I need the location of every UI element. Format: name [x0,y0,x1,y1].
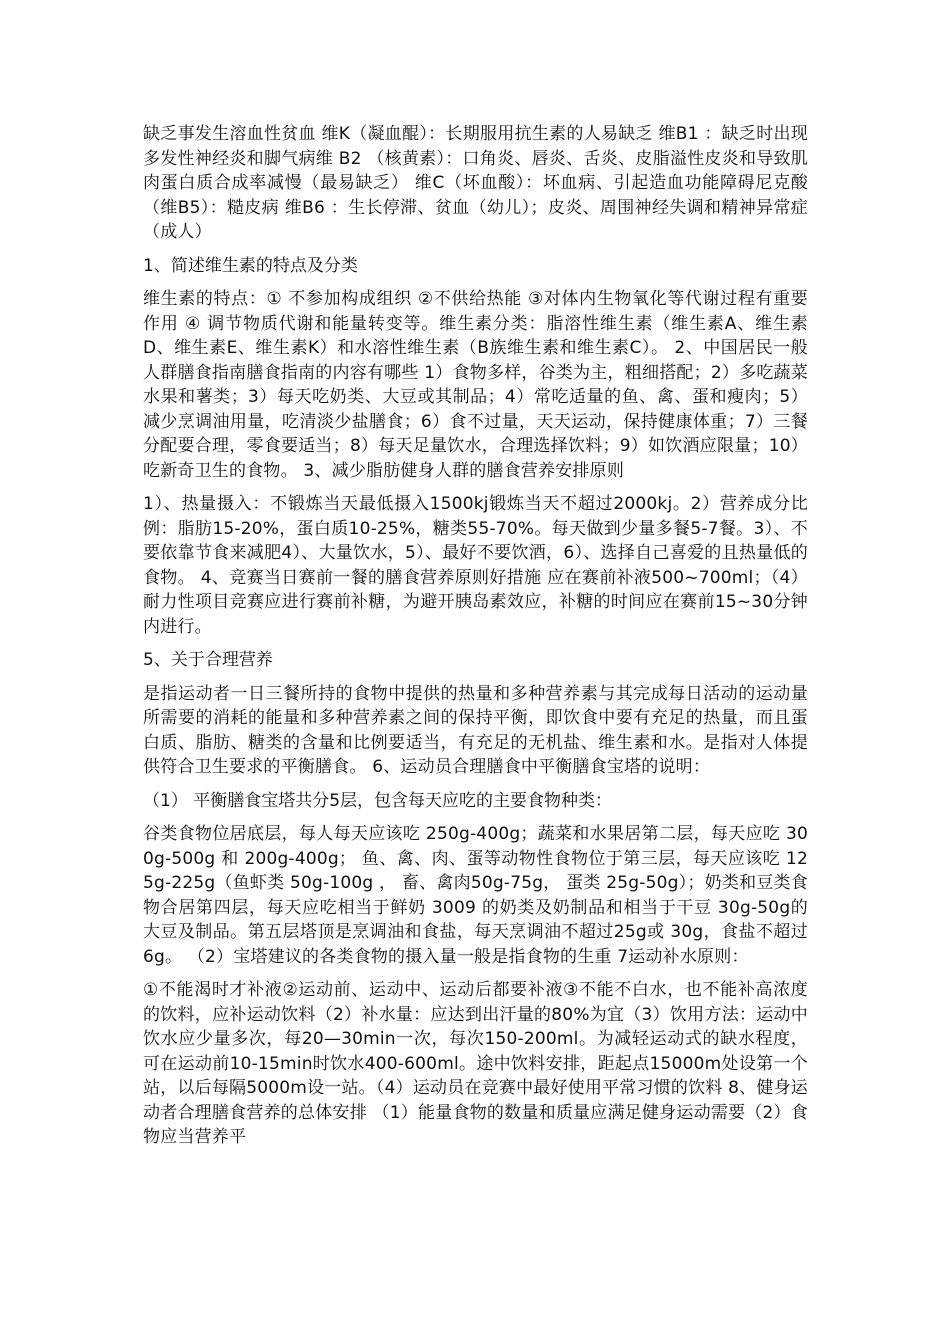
paragraph-vitamin-classification: 维生素的特点：① 不参加构成组织 ②不供给热能 ③对体内生物氧化等代谢过程有重要作用 ④ 调节物质代谢和能量转变等。维生素分类：脂溶性维生素（维生素A、维生素D、维生素E、维生素K）和水溶性维生素（B族维生素和维生素C）。 2、中国居民一般人群膳食指南膳食指南的内容有哪些 1）食物多样，谷类为主，粗细搭配；2）多吃蔬菜水果和薯类；3）每天吃奶类、大豆或其制品；4）常吃适量的鱼、禽、蛋和瘦肉；5）减少烹调油用量，吃清淡少盐膳食；6）食不过量，天天运动，保持健康体重；7）三餐分配要合理，零食要适当；8）每天足量饮水，合理选择饮料；9）如饮酒应限量；10）吃新奇卫生的食物。 3、减少脂肪健身人群的膳食营养安排原则 [143,289,808,481]
paragraph-fat-loss-principles: 1）、热量摄入：不锻炼当天最低摄入1500kj锻炼当天不超过2000kj。2）营养成分比例：脂肪15-20%，蛋白质10-25%，糖类55-70%。每天做到少量多餐5-7餐。3）、不要依靠节食来减肥4）、大量饮水，5）、最好不要饮酒，6）、选择自己喜爱的且热量低的食物。 4、竞赛当日赛前一餐的膳食营养原则好措施 应在赛前补液500~700ml；（4）耐力性项目竞赛应进行赛前补糖，为避开胰岛素效应，补糖的时间应在赛前15~30分钟内进行。 [143,494,808,637]
paragraph-vitamin-deficiency: 缺乏事发生溶血性贫血 维K（凝血醌）：长期服用抗生素的人易缺乏 维B1 ：缺乏时出现多发性神经炎和脚气病维 B2 （核黄素）：口角炎、唇炎、舌炎、皮脂溢性皮炎和导致肌肉蛋白质合成率减慢（最易缺乏） 维C（坏血酸）：坏血病、引起造血功能障碍尼克酸（维B5）：糙皮病 维B6 ：生长停滞、贫血（幼儿）；皮炎、周围神经失调和精神异常症（成人） [143,124,808,242]
heading-reasonable-nutrition: 5、关于合理营养 [143,650,273,670]
paragraph-food-pagoda-layers: 谷类食物位居底层，每人每天应该吃 250g-400g；蔬菜和水果居第二层，每天应吃 300g-500g 和 200g-400g； 鱼、禽、肉、蛋等动物性食物位于第三层，每天应该吃 125g-225g（鱼虾类 50g-100g ， 畜、禽肉50g-75g， 蛋类 25g-50g）；奶类和豆类食物合居第四层，每天应吃相当于鲜奶 3009 的奶类及奶制品和相当于干豆 30g-50g的大豆及制品。第五层塔顶是烹调油和食盐，每天烹调油不超过25g或 30g，食盐不超过6g。 （2）宝塔建议的各类食物的摄入量一般是指食物的生重 7运动补水原则： [143,824,808,967]
document-body [143,122,808,1159]
paragraph-hydration-principles: ①不能渴时才补液②运动前、运动中、运动后都要补液③不能不白水，也不能补高浓度的饮料，应补运动饮料（2）补水量：应达到出汗量的80%为宜（3）饮用方法：运动中饮水应少量多次，每20—30min一次，每次150-200ml。为减轻运动式的缺水程度，可在运动前10-15min时饮水400-600ml。途中饮料安排，距起点15000m处设第一个站，以后每隔5000m设一站。（4）运动员在竞赛中最好使用平常习惯的饮料 8、健身运动者合理膳食营养的总体安排 （1）能量食物的数量和质量应满足健身运动需要（2）食物应当营养平 [143,980,808,1147]
heading-food-pagoda: （1） 平衡膳食宝塔共分5层，包含每天应吃的主要食物种类： [143,790,613,811]
heading-vitamin-features: 1、简述维生素的特点及分类 [143,255,358,276]
paragraph-reasonable-nutrition: 是指运动者一日三餐所持的食物中提供的热量和多种营养素与其完成每日活动的运动量所需要的消耗的能量和多种营养素之间的保持平衡，即饮食中要有充足的热量，而且蛋白质、脂肪、糖类的含量和比例要适当，有充足的无机盐、维生素和水。是指对人体提供符合卫生要求的平衡膳食。 6、运动员合理膳食中平衡膳食宝塔的说明： [143,683,808,777]
